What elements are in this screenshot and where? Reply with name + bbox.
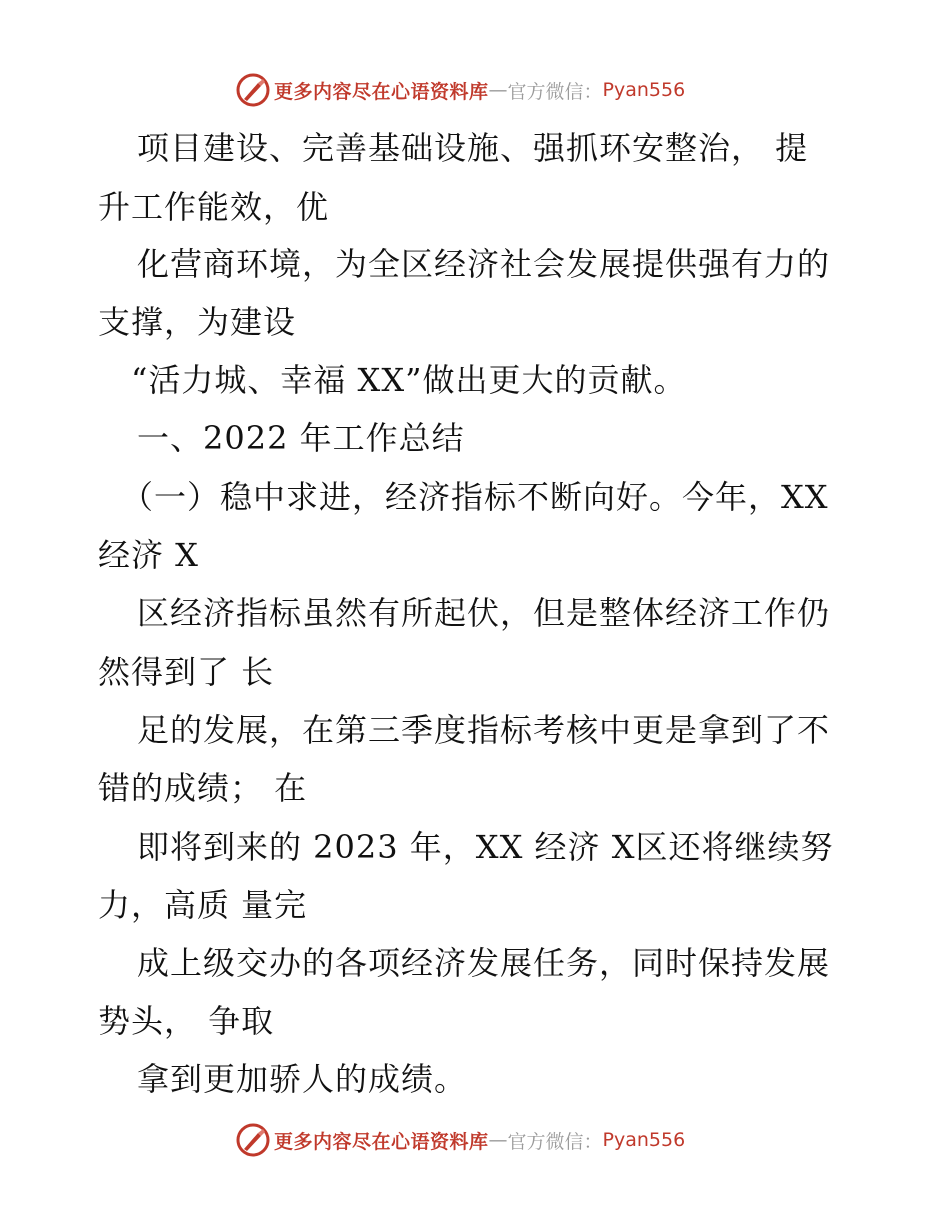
watermark-separator: —	[488, 79, 508, 101]
watermark-separator: —	[488, 1129, 508, 1151]
subsection-heading: （一）稳中求进，经济指标不断向好。今年，XX	[121, 478, 829, 516]
body-line: 化营商环境，为全区经济社会发展提供强有力的	[137, 245, 831, 283]
body-line: 势头， 争取	[98, 1002, 275, 1040]
body-line: 区经济指标虽然有所起伏，但是整体经济工作仍	[137, 594, 831, 632]
body-line: 力，高质 量完	[98, 886, 308, 924]
watermark-wechat-id: Pyan556	[602, 1129, 686, 1151]
watermark-main-text: 更多内容尽在心语资料库	[274, 1130, 489, 1153]
body-line: 即将到来的 2023 年，XX 经济 X区还将继续努	[137, 828, 834, 866]
body-line: 支撑，为建设	[98, 303, 297, 341]
watermark-wechat-label: 官方微信：	[507, 1130, 603, 1153]
body-line: 成上级交办的各项经济发展任务，同时保持发展	[137, 944, 831, 982]
body-line: 然得到了 长	[98, 653, 275, 691]
pen-logo-icon	[236, 73, 270, 107]
watermark-wechat-label: 官方微信：	[507, 80, 603, 103]
body-line: 项目建设、完善基础设施、强抓环安整治， 提	[137, 129, 809, 167]
footer-watermark	[236, 1122, 685, 1158]
header-watermark	[236, 72, 685, 108]
body-line: 升工作能效，优	[98, 188, 330, 226]
body-line: “活力城、幸福 XX”做出更大的贡献。	[131, 361, 687, 399]
body-line: 拿到更加骄人的成绩。	[137, 1060, 468, 1098]
section-heading: 一、2022 年工作总结	[137, 419, 465, 457]
watermark-main-text: 更多内容尽在心语资料库	[274, 80, 489, 103]
pen-logo-icon	[236, 1123, 270, 1157]
watermark-wechat-id: Pyan556	[602, 79, 686, 101]
body-line: 足的发展，在第三季度指标考核中更是拿到了不	[137, 711, 831, 749]
body-line: 经济 X	[98, 536, 199, 574]
body-line: 错的成绩； 在	[98, 769, 308, 807]
